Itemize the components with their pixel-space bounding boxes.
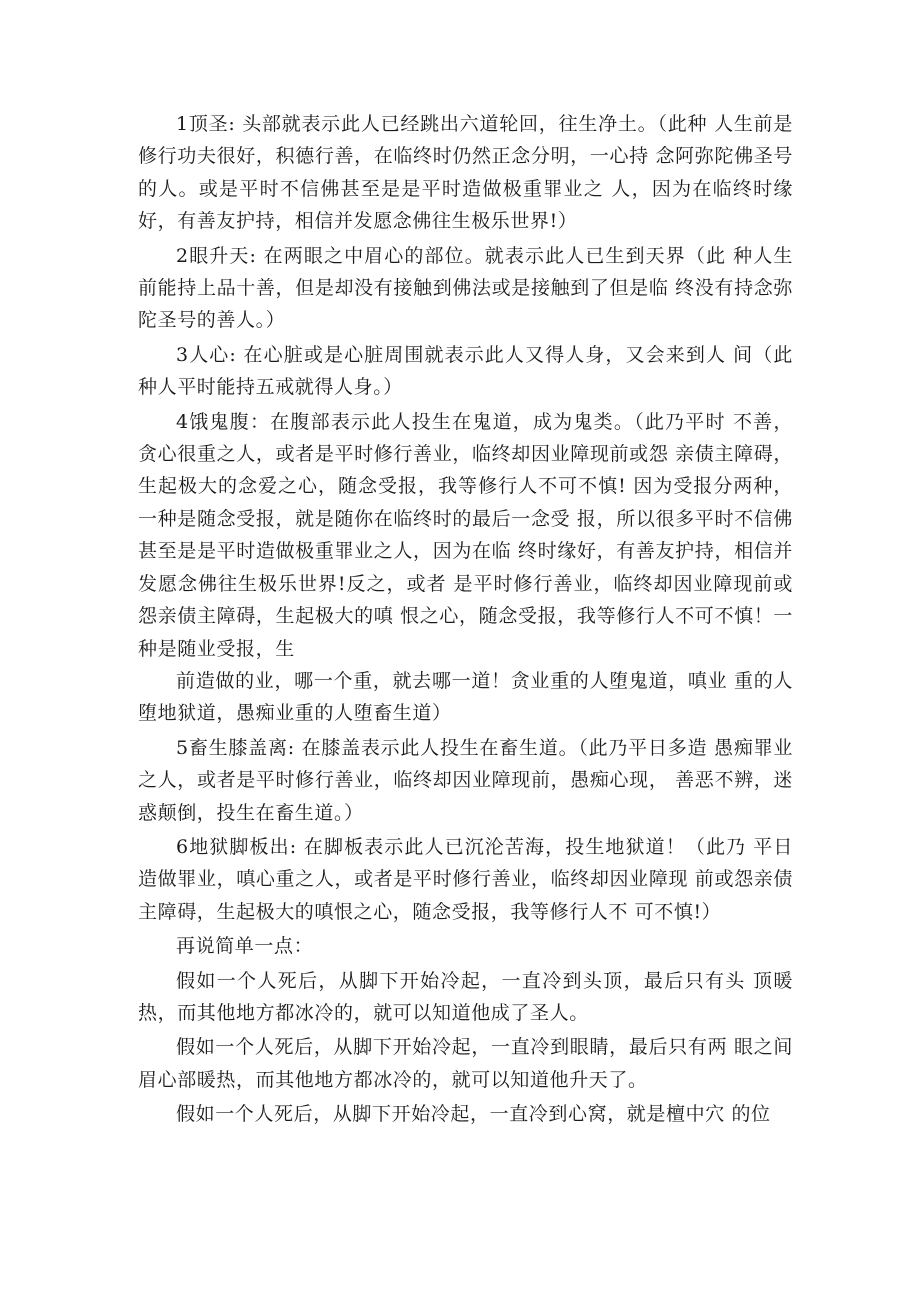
paragraph-6-feet: 6地狱脚板出: 在脚板表示此人已沉沦苦海，投生地狱道！（此乃 平日造做罪业，嗔心重之人，或者是平时修行善业，临终却因业障现 前或怨亲债主障碍，生起极大的嗔恨之心，随念受报，我等修行人不 可不慎!） <box>138 835 793 923</box>
paragraph-summary-heading: 再说简单一点： <box>176 935 314 958</box>
paragraph-3-heart: 3人心: 在心脏或是心脏周围就表示此人又得人身，又会来到人 间（此种人平时能持五戒就得人身。） <box>138 343 793 399</box>
paragraph-4-continued: 前造做的业，哪一个重，就去哪一道！贪业重的人堕鬼道，嗔业 重的人堕地狱道，愚痴业重的人堕畜生道） <box>138 669 793 725</box>
paragraph-1-crown: 1顶圣: 头部就表示此人已经跳出六道轮回，往生净土。（此种 人生前是修行功夫很好，积德行善，在临终时仍然正念分明，一心持 念阿弥陀佛圣号的人。或是平时不信佛甚至是是平时造做极重罪业之 人，因为在临终时缘好，有善友护持，相信并发愿念佛往生极乐世界!） <box>138 113 793 233</box>
paragraph-4-abdomen: 4饿鬼腹：在腹部表示此人投生在鬼道，成为鬼类。（此乃平时 不善，贪心很重之人，或者是平时修行善业，临终却因业障现前或怨 亲债主障碍，生起极大的念爱之心，随念受报，我等修行人不可不慎! 因为受报分两种，一种是随念受报，就是随你在临终时的最后一念受 报，所以很多平时不信佛甚至是是平时造做极重罪业之人，因为在临 终时缘好，有善友护持，相信并发愿念佛往生极乐世界!反之，或者 是平时修行善业，临终却因业障现前或怨亲债主障碍，生起极大的嗔 恨之心，随念受报，我等修行人不可不慎！一种是随业受报，生 <box>138 410 793 660</box>
paragraph-summary-heart: 假如一个人死后，从脚下开始冷起，一直冷到心窝，就是檀中穴 的位 <box>176 1103 771 1126</box>
paragraph-summary-head: 假如一个人死后，从脚下开始冷起，一直冷到头顶，最后只有头 顶暖热，而其他地方都冰冷的，就可以知道他成了圣人。 <box>138 969 793 1024</box>
paragraph-5-knees: 5畜生膝盖离: 在膝盖表示此人投生在畜生道。（此乃平日多造 愚痴罪业之人，或者是平时修行善业，临终却因业障现前，愚痴心现， 善恶不辨，迷惑颠倒，投生在畜生道。） <box>138 736 793 824</box>
body-text <box>138 108 793 1131</box>
paragraph-2-eyes: 2眼升天: 在两眼之中眉心的部位。就表示此人已生到天界（此 种人生前能持上品十善，但是却没有接触到佛法或是接触到了但是临 终没有持念弥陀圣号的善人。） <box>138 244 793 332</box>
paragraph-summary-eyes: 假如一个人死后，从脚下开始冷起，一直冷到眼睛，最后只有两 眼之间眉心部暖热，而其他地方都冰冷的，就可以知道他升天了。 <box>138 1036 793 1091</box>
